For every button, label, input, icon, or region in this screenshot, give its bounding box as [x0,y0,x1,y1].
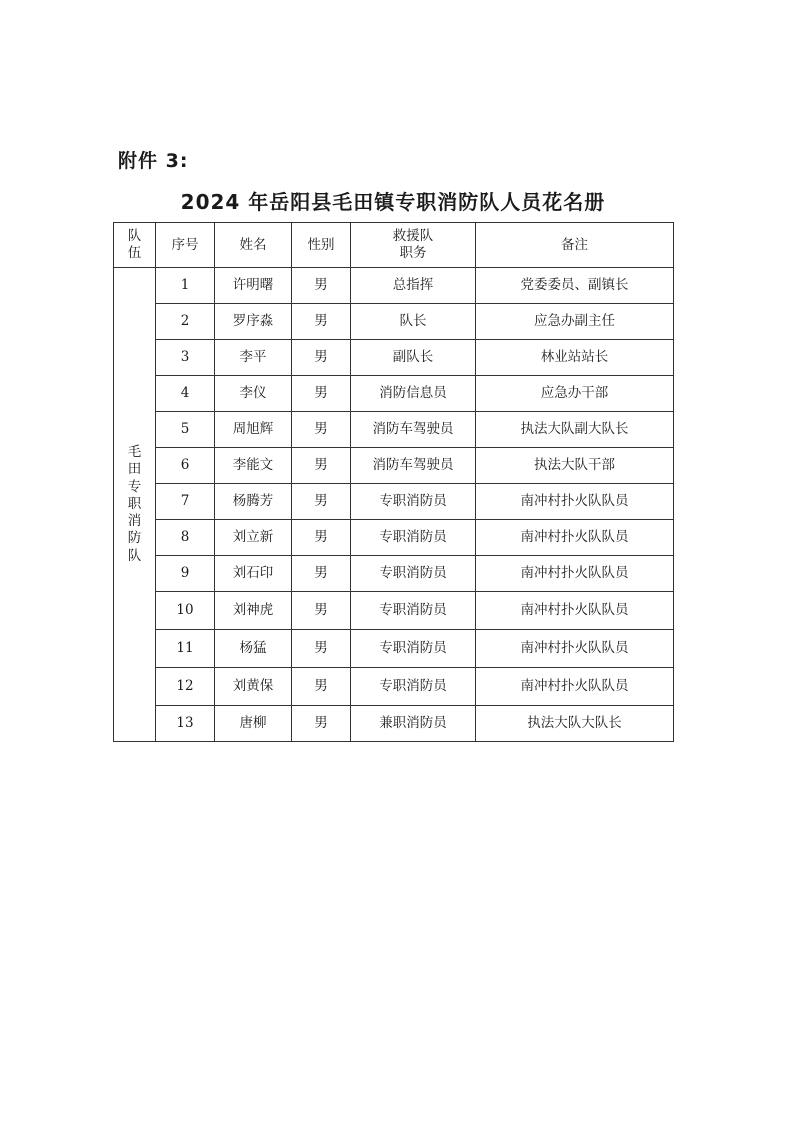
cell-remark: 南冲村扑火队队员 [476,668,674,706]
cell-remark: 执法大队干部 [476,448,674,484]
header-duty-line2: 职务 [399,245,427,261]
header-duty [351,223,476,268]
cell-duty: 队长 [351,304,476,340]
cell-gender: 男 [292,268,351,304]
document-title: 2024 年岳阳县毛田镇专职消防队人员花名册 [180,190,606,214]
cell-index: 1 [156,268,215,304]
cell-remark: 应急办副主任 [476,304,674,340]
team-name-char: 田 [127,461,142,478]
cell-remark: 执法大队副大队长 [476,412,674,448]
cell-index: 11 [156,630,215,668]
cell-remark: 应急办干部 [476,376,674,412]
cell-gender: 男 [292,376,351,412]
cell-name: 李能文 [215,448,292,484]
table-row [114,706,674,742]
cell-name: 刘立新 [215,520,292,556]
cell-name: 刘黄保 [215,668,292,706]
cell-duty: 专职消防员 [351,668,476,706]
team-name-char: 队 [127,547,142,564]
cell-name: 唐柳 [215,706,292,742]
header-duty-line1: 救援队 [392,228,434,245]
cell-name: 许明曙 [215,268,292,304]
table-row [114,448,674,484]
team-name-char: 消 [127,513,142,530]
team-name-char: 职 [127,495,142,512]
team-name-char: 防 [127,530,142,547]
table-row [114,520,674,556]
cell-remark: 执法大队大队长 [476,706,674,742]
cell-remark: 党委委员、副镇长 [476,268,674,304]
cell-gender: 男 [292,412,351,448]
team-name-cell [114,268,156,742]
table-row [114,668,674,706]
cell-index: 8 [156,520,215,556]
cell-name: 李平 [215,340,292,376]
cell-name: 刘神虎 [215,592,292,630]
cell-index: 5 [156,412,215,448]
cell-duty: 消防信息员 [351,376,476,412]
header-name: 姓名 [215,223,292,268]
cell-gender: 男 [292,592,351,630]
roster-table [113,222,674,742]
cell-gender: 男 [292,706,351,742]
cell-index: 6 [156,448,215,484]
cell-remark: 南冲村扑火队队员 [476,556,674,592]
cell-duty: 消防车驾驶员 [351,448,476,484]
team-name-char: 专 [127,478,142,495]
attachment-label: 附件 3: [118,150,189,172]
cell-name: 罗序淼 [215,304,292,340]
cell-duty: 专职消防员 [351,630,476,668]
cell-name: 杨腾芳 [215,484,292,520]
table-row [114,592,674,630]
cell-gender: 男 [292,304,351,340]
cell-name: 周旭辉 [215,412,292,448]
header-index: 序号 [156,223,215,268]
cell-duty: 消防车驾驶员 [351,412,476,448]
cell-index: 13 [156,706,215,742]
table-row [114,304,674,340]
cell-name: 杨猛 [215,630,292,668]
roster-body [114,268,674,742]
cell-index: 9 [156,556,215,592]
cell-index: 10 [156,592,215,630]
table-row [114,376,674,412]
cell-duty: 副队长 [351,340,476,376]
table-row [114,412,674,448]
cell-remark: 南冲村扑火队队员 [476,520,674,556]
cell-remark: 南冲村扑火队队员 [476,484,674,520]
cell-duty: 专职消防员 [351,484,476,520]
table-row [114,630,674,668]
cell-remark: 林业站站长 [476,340,674,376]
team-name-char: 毛 [127,444,142,461]
cell-index: 2 [156,304,215,340]
cell-duty: 兼职消防员 [351,706,476,742]
header-team-line2: 伍 [127,245,142,261]
cell-gender: 男 [292,556,351,592]
cell-gender: 男 [292,448,351,484]
cell-name: 刘石印 [215,556,292,592]
cell-duty: 专职消防员 [351,556,476,592]
cell-remark: 南冲村扑火队队员 [476,630,674,668]
cell-remark: 南冲村扑火队队员 [476,592,674,630]
cell-name: 李仪 [215,376,292,412]
cell-duty: 总指挥 [351,268,476,304]
cell-index: 7 [156,484,215,520]
cell-duty: 专职消防员 [351,592,476,630]
header-remark: 备注 [476,223,674,268]
table-row [114,556,674,592]
cell-gender: 男 [292,668,351,706]
cell-gender: 男 [292,484,351,520]
header-gender: 性别 [292,223,351,268]
table-row [114,268,674,304]
team-name-vertical [114,444,155,565]
table-row [114,340,674,376]
table-header-row [114,223,674,268]
cell-index: 4 [156,376,215,412]
cell-gender: 男 [292,520,351,556]
table-row [114,484,674,520]
cell-index: 3 [156,340,215,376]
cell-index: 12 [156,668,215,706]
cell-duty: 专职消防员 [351,520,476,556]
header-team [114,223,156,268]
cell-gender: 男 [292,340,351,376]
header-team-line1: 队 [127,228,142,245]
cell-gender: 男 [292,630,351,668]
